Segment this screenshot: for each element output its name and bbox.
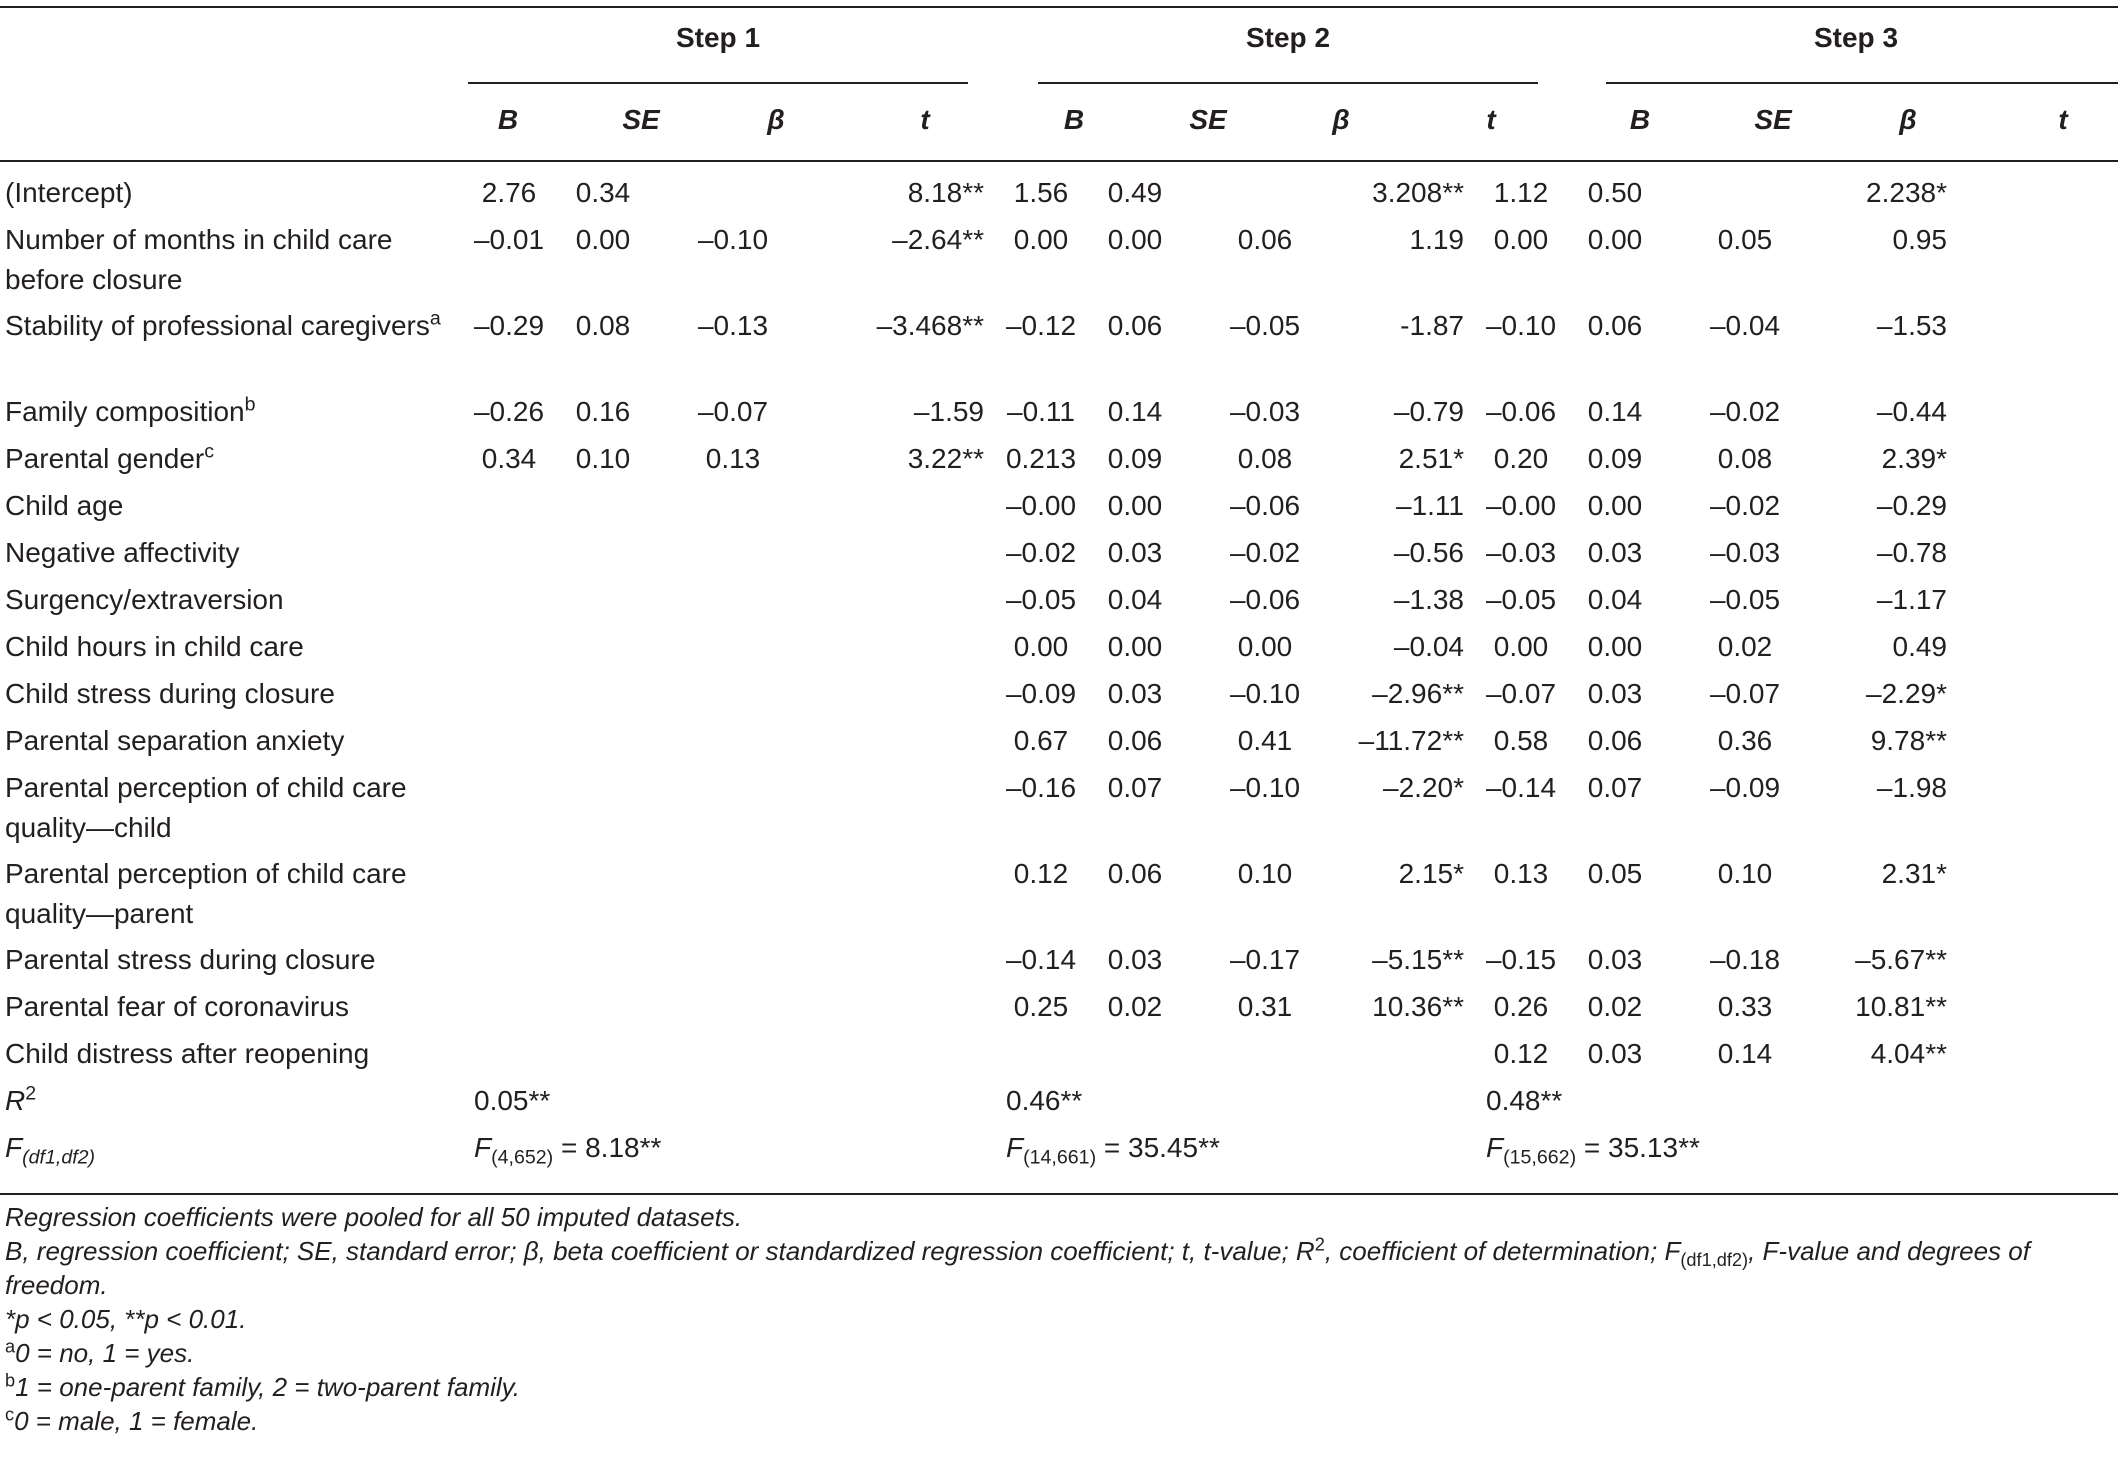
col-se-3: SE [1754, 104, 1792, 135]
cell-s1-t: –3.468** [876, 310, 984, 341]
cell-s1-b [462, 721, 556, 768]
table-row [0, 987, 2118, 1034]
cell-s1-t [816, 721, 994, 768]
cell-s3-b: 0.00 [1493, 631, 1549, 662]
cell-s2-beta: –0.05 [1229, 310, 1301, 341]
cell-s1-b [462, 580, 556, 627]
cell-s3-se: 0.09 [1587, 443, 1643, 474]
cell-s3-se: 0.04 [1587, 584, 1643, 615]
cell-s1-beta: –0.13 [697, 310, 769, 341]
cell-s2-se: 0.09 [1107, 443, 1163, 474]
cell-s3-b: –0.07 [1485, 678, 1557, 709]
cell-s2-t: –2.96** [1372, 678, 1464, 709]
cell-s2-beta: 0.06 [1237, 224, 1293, 255]
cell-s1-se [556, 768, 650, 854]
cell-s3-b: –0.06 [1485, 396, 1557, 427]
cell-s2-b: –0.12 [1005, 310, 1077, 341]
cell-s1-t: –2.64** [892, 224, 984, 255]
cell-s2-b: –0.00 [1005, 490, 1077, 521]
cell-s1-b [462, 940, 556, 987]
cell-s2-beta: –0.06 [1229, 584, 1301, 615]
cell-s2-t: –5.15** [1372, 944, 1464, 975]
col-beta-2: β [1332, 104, 1350, 135]
col-b-3: B [1629, 104, 1651, 135]
cell-s3-t: 4.04** [1870, 1038, 1947, 1069]
footnote-pooled: Regression coefficients were pooled for all 50 imputed datasets. [5, 1202, 743, 1232]
cell-s3-b: 0.13 [1493, 858, 1549, 889]
cell-s2-se: 0.14 [1107, 396, 1163, 427]
cell-s3-se: 0.50 [1587, 177, 1643, 208]
cell-s3-t: 0.49 [1892, 631, 1947, 662]
col-b-1: B [497, 104, 519, 135]
cell-s1-b: 2.76 [481, 177, 537, 208]
cell-s3-b: 0.20 [1493, 443, 1549, 474]
cell-s3-beta: –0.03 [1709, 537, 1781, 568]
cell-s2-t: –1.38 [1393, 584, 1464, 615]
cell-s1-beta [650, 768, 816, 854]
col-se-2: SE [1189, 104, 1227, 135]
cell-s1-beta [650, 940, 816, 987]
r2-value-s2: 0.46** [1006, 1085, 1083, 1116]
table-row [0, 854, 2118, 940]
cell-s1-se [556, 533, 650, 580]
cell-s3-beta: –0.09 [1709, 772, 1781, 803]
header-rule [0, 160, 2118, 162]
top-rule [0, 6, 2118, 8]
cell-s2-t: –0.56 [1393, 537, 1464, 568]
cell-s1-se [556, 1034, 650, 1081]
cell-s2-se: 0.06 [1107, 725, 1163, 756]
col-t-1: t [920, 104, 930, 135]
cell-s3-t: 0.95 [1892, 224, 1947, 255]
cell-s2-b [994, 1034, 1088, 1081]
cell-s1-beta [650, 627, 816, 674]
cell-s3-b: 0.12 [1493, 1038, 1549, 1069]
cell-s1-beta [650, 854, 816, 940]
cell-s1-se [556, 627, 650, 674]
table-row [0, 533, 2118, 580]
row-label: Negative affectivity [5, 537, 240, 568]
r2-label: $R^2$ [5, 1082, 37, 1116]
cell-s2-beta: 0.41 [1237, 725, 1293, 756]
cell-s2-beta: –0.10 [1229, 678, 1301, 709]
cell-s2-t: 2.51* [1398, 443, 1464, 474]
col-t-3: t [2058, 104, 2068, 135]
row-label: Parental perception of child care quality—parent [5, 858, 407, 929]
table-row [0, 1034, 2118, 1081]
cell-s3-se: 0.05 [1587, 858, 1643, 889]
cell-s3-t: 2.31* [1881, 858, 1947, 889]
row-label: Parental separation anxiety [5, 725, 345, 756]
cell-s2-beta: –0.02 [1229, 537, 1301, 568]
footnote-b: $^b$1 = one-parent family, 2 = two-parent family. [5, 1370, 520, 1402]
cell-s2-beta: 0.00 [1237, 631, 1293, 662]
f-value-s2: $F_{(14,661)} = 35.45**$ [1006, 1132, 1220, 1169]
row-label: Parental stress during closure [5, 944, 376, 975]
cell-s3-t: –0.78 [1876, 537, 1947, 568]
f-label: $F_{(df1,df2)}$ [5, 1132, 96, 1169]
cell-s2-b: –0.14 [1005, 944, 1077, 975]
cell-s2-se: 0.04 [1107, 584, 1163, 615]
cell-s1-b [462, 674, 556, 721]
cell-s2-b: 0.00 [1013, 631, 1069, 662]
cell-s2-se: 0.00 [1107, 490, 1163, 521]
cell-s3-b: 0.26 [1493, 991, 1549, 1022]
cell-s1-t [816, 580, 994, 627]
r2-value-s3: 0.48** [1486, 1085, 1563, 1116]
col-beta-3: β [1899, 104, 1917, 135]
cell-s2-se: 0.07 [1107, 772, 1163, 803]
row-label: Parental perception of child care quality—child [5, 772, 407, 843]
cell-s2-se: 0.06 [1107, 310, 1163, 341]
col-t-2: t [1486, 104, 1496, 135]
cell-s1-beta [650, 580, 816, 627]
cell-s3-beta [1662, 173, 1828, 220]
table-row [0, 721, 2118, 768]
cell-s1-se: 0.10 [575, 443, 631, 474]
cell-s3-se: 0.03 [1587, 944, 1643, 975]
step-2-underline [1038, 82, 1538, 84]
f-value-s1: $F_{(4,652)} = 8.18**$ [474, 1132, 662, 1169]
cell-s1-se: 0.16 [575, 396, 631, 427]
cell-s2-b: 0.213 [1005, 443, 1077, 474]
cell-s1-t [816, 987, 994, 1034]
cell-s1-b [462, 854, 556, 940]
footnote-significance: *p < 0.05, **p < 0.01. [5, 1304, 247, 1334]
cell-s3-t: 2.238* [1866, 177, 1947, 208]
table-row [0, 940, 2118, 987]
cell-s3-b: –0.03 [1485, 537, 1557, 568]
cell-s3-beta: –0.05 [1709, 584, 1781, 615]
cell-s1-b [462, 768, 556, 854]
cell-s1-t: 8.18** [907, 177, 984, 208]
cell-s3-t: –1.17 [1876, 584, 1947, 615]
cell-s3-se: 0.06 [1587, 725, 1643, 756]
cell-s1-se [556, 486, 650, 533]
cell-s3-t: –1.98 [1876, 772, 1947, 803]
cell-s2-beta [1182, 1034, 1348, 1081]
cell-s3-b: –0.10 [1485, 310, 1557, 341]
cell-s2-se: 0.02 [1107, 991, 1163, 1022]
cell-s2-t: –2.20* [1383, 772, 1464, 803]
row-label: Child hours in child care [5, 631, 304, 662]
row-label: Parental fear of coronavirus [5, 991, 349, 1022]
cell-s3-beta: 0.02 [1717, 631, 1773, 662]
cell-s2-se: 0.06 [1107, 858, 1163, 889]
cell-s3-t: –0.44 [1876, 396, 1947, 427]
step-1-header: Step 1 [675, 22, 761, 53]
cell-s3-se: 0.03 [1587, 678, 1643, 709]
cell-s3-beta: –0.07 [1709, 678, 1781, 709]
cell-s3-beta: 0.08 [1717, 443, 1773, 474]
cell-s1-se [556, 721, 650, 768]
cell-s2-se: 0.03 [1107, 537, 1163, 568]
cell-s1-b [462, 486, 556, 533]
bottom-rule [0, 1193, 2118, 1195]
cell-s1-t [816, 627, 994, 674]
cell-s1-beta [650, 1034, 816, 1081]
cell-s1-t [816, 940, 994, 987]
cell-s2-b: –0.16 [1005, 772, 1077, 803]
cell-s2-beta: 0.08 [1237, 443, 1293, 474]
cell-s1-se [556, 987, 650, 1034]
row-label: Child age [5, 490, 124, 521]
cell-s3-t: 9.78** [1870, 725, 1947, 756]
cell-s3-beta: –0.02 [1709, 490, 1781, 521]
cell-s1-t [816, 674, 994, 721]
cell-s3-beta: –0.02 [1709, 396, 1781, 427]
cell-s2-beta: –0.17 [1229, 944, 1301, 975]
cell-s1-b [462, 987, 556, 1034]
footnote-abbreviations: B, regression coefficient; SE, standard error; β, beta coefficient or standardized regression coefficient; t, t-value; $R^2$, coefficient of determination; $F_{(df1,df2)}$, F-value and degrees of freedom. [5, 1234, 2030, 1300]
row-label: Family composition$^b$ [5, 393, 256, 427]
f-value-s3: $F_{(15,662)} = 35.13**$ [1486, 1132, 1700, 1169]
cell-s3-t: 2.39* [1881, 443, 1947, 474]
cell-s1-t [816, 1034, 994, 1081]
cell-s2-b: 0.67 [1013, 725, 1069, 756]
row-label: Parental gender$^c$ [5, 440, 215, 474]
cell-s3-b: 1.12 [1493, 177, 1549, 208]
cell-s2-b: –0.02 [1005, 537, 1077, 568]
cell-s1-t [816, 486, 994, 533]
row-label: Child stress during closure [5, 678, 335, 709]
cell-s3-t: –0.29 [1876, 490, 1947, 521]
col-beta-1: β [767, 104, 785, 135]
cell-s1-beta [650, 173, 816, 220]
cell-s2-b: 0.00 [1013, 224, 1069, 255]
cell-s3-beta: –0.18 [1709, 944, 1781, 975]
table-body [0, 173, 2118, 1175]
footnote-c: $^c$0 = male, 1 = female. [5, 1404, 259, 1436]
row-label: Child distress after reopening [5, 1038, 370, 1069]
cell-s1-se [556, 854, 650, 940]
step-3-header: Step 3 [1813, 22, 1899, 53]
cell-s2-t: 3.208** [1372, 177, 1464, 208]
cell-s3-t: 10.81** [1855, 991, 1947, 1022]
cell-s2-beta: –0.10 [1229, 772, 1301, 803]
table-row [0, 674, 2118, 721]
cell-s2-se [1088, 1034, 1182, 1081]
cell-s1-beta [650, 987, 816, 1034]
r2-value-s1: 0.05** [474, 1085, 551, 1116]
table-row [0, 439, 2118, 486]
cell-s2-b: –0.11 [1007, 396, 1075, 427]
cell-s1-b: –0.26 [473, 396, 545, 427]
step-3-underline [1606, 82, 2118, 84]
cell-s2-b: –0.09 [1005, 678, 1077, 709]
cell-s3-b: 0.00 [1493, 224, 1549, 255]
table-row [0, 486, 2118, 533]
cell-s2-t: 2.15* [1398, 858, 1464, 889]
table-row [0, 220, 2118, 306]
cell-s1-beta [650, 674, 816, 721]
table-row [0, 306, 2118, 392]
table-footnotes [5, 1200, 2115, 1438]
cell-s1-b [462, 533, 556, 580]
cell-s2-t: -1.87 [1400, 310, 1464, 341]
row-label: (Intercept) [5, 177, 133, 208]
cell-s1-t [816, 768, 994, 854]
cell-s1-beta [650, 486, 816, 533]
cell-s3-b: –0.14 [1485, 772, 1557, 803]
cell-s1-t: 3.22** [907, 443, 984, 474]
cell-s3-t: –1.53 [1876, 310, 1947, 341]
table-row [0, 627, 2118, 674]
cell-s3-se: 0.03 [1587, 1038, 1643, 1069]
cell-s3-b: –0.00 [1485, 490, 1557, 521]
cell-s2-b: 1.56 [1013, 177, 1069, 208]
cell-s2-se: 0.49 [1107, 177, 1163, 208]
step-2-header: Step 2 [1245, 22, 1331, 53]
cell-s1-se: 0.00 [575, 224, 631, 255]
cell-s3-t: –2.29* [1866, 678, 1947, 709]
cell-s2-beta: –0.03 [1229, 396, 1301, 427]
cell-s1-beta: –0.10 [697, 224, 769, 255]
cell-s1-se [556, 674, 650, 721]
cell-s2-se: 0.03 [1107, 944, 1163, 975]
cell-s1-b [462, 627, 556, 674]
table-row [0, 580, 2118, 627]
cell-s3-b: –0.05 [1485, 584, 1557, 615]
cell-s3-se: 0.00 [1587, 224, 1643, 255]
cell-s2-beta: 0.10 [1237, 858, 1293, 889]
cell-s1-beta: –0.07 [697, 396, 769, 427]
cell-s2-b: 0.12 [1013, 858, 1069, 889]
cell-s3-beta: 0.36 [1717, 725, 1773, 756]
cell-s2-t: –11.72** [1358, 725, 1464, 756]
cell-s2-se: 0.03 [1107, 678, 1163, 709]
cell-s3-se: 0.14 [1587, 396, 1643, 427]
cell-s1-t: –1.59 [913, 396, 984, 427]
cell-s2-b: 0.25 [1013, 991, 1069, 1022]
cell-s1-se [556, 940, 650, 987]
cell-s1-t [816, 533, 994, 580]
cell-s3-se: 0.00 [1587, 631, 1643, 662]
table-row [0, 392, 2118, 439]
cell-s2-beta [1182, 173, 1348, 220]
cell-s2-t: 1.19 [1409, 224, 1464, 255]
cell-s3-beta: 0.14 [1717, 1038, 1773, 1069]
cell-s3-se: 0.03 [1587, 537, 1643, 568]
cell-s3-beta: –0.04 [1709, 310, 1781, 341]
row-label: Surgency/extraversion [5, 584, 284, 615]
cell-s1-beta [650, 533, 816, 580]
cell-s2-t: –0.79 [1393, 396, 1464, 427]
col-b-2: B [1063, 104, 1085, 135]
step-1-underline [468, 82, 968, 84]
table-row [0, 768, 2118, 854]
cell-s3-se: 0.00 [1587, 490, 1643, 521]
cell-s3-t: –5.67** [1855, 944, 1947, 975]
cell-s1-se: 0.34 [575, 177, 631, 208]
cell-s2-se: 0.00 [1107, 631, 1163, 662]
cell-s2-se: 0.00 [1107, 224, 1163, 255]
cell-s2-t: 10.36** [1372, 991, 1464, 1022]
col-se-1: SE [622, 104, 660, 135]
cell-s3-b: –0.15 [1485, 944, 1557, 975]
row-label: Number of months in child care before closure [5, 224, 393, 295]
cell-s1-b: –0.01 [473, 224, 545, 255]
cell-s2-beta: –0.06 [1229, 490, 1301, 521]
row-label: Stability of professional caregivers$^a$ [5, 307, 441, 341]
cell-s3-beta: 0.05 [1717, 224, 1773, 255]
table-row [0, 173, 2118, 220]
cell-s1-t [816, 854, 994, 940]
cell-s3-beta: 0.10 [1717, 858, 1773, 889]
cell-s2-b: –0.05 [1005, 584, 1077, 615]
cell-s1-b: –0.29 [473, 310, 545, 341]
cell-s1-beta: 0.13 [705, 443, 761, 474]
cell-s1-b [462, 1034, 556, 1081]
cell-s2-t [1348, 1034, 1474, 1081]
cell-s3-se: 0.06 [1587, 310, 1643, 341]
cell-s3-beta: 0.33 [1717, 991, 1773, 1022]
f-row [0, 1128, 2118, 1175]
cell-s2-beta: 0.31 [1237, 991, 1293, 1022]
r2-row [0, 1081, 2118, 1128]
cell-s2-t: –1.11 [1396, 490, 1464, 521]
cell-s1-se: 0.08 [575, 310, 631, 341]
cell-s3-se: 0.02 [1587, 991, 1643, 1022]
cell-s1-b: 0.34 [481, 443, 537, 474]
cell-s1-beta [650, 721, 816, 768]
cell-s2-t: –0.04 [1393, 631, 1464, 662]
cell-s3-b: 0.58 [1493, 725, 1549, 756]
cell-s3-se: 0.07 [1587, 772, 1643, 803]
cell-s1-se [556, 580, 650, 627]
footnote-a: $^a$0 = no, 1 = yes. [5, 1336, 195, 1368]
